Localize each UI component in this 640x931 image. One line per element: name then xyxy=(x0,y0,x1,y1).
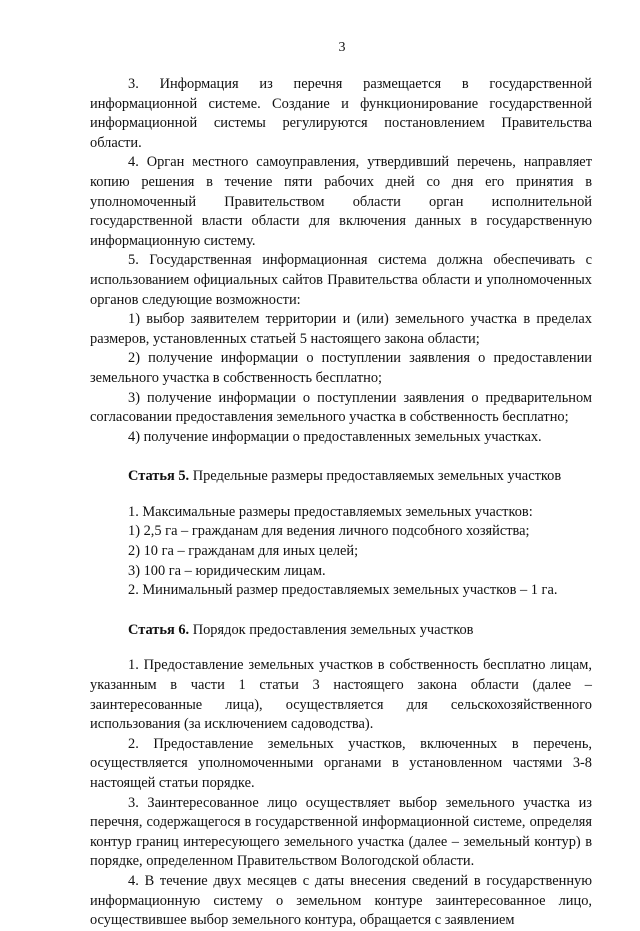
paragraph-4: 4. Орган местного самоуправления, утвердивший перечень, направляет копию решения в течение пяти рабочих дней со дня его принятия в уполномоченный Правительством области орган исполнительной государственной власти области для включения данных в государственную информационную систему. xyxy=(90,154,592,249)
page-number: 3 xyxy=(338,40,346,55)
article-6-label: Статья 6. xyxy=(128,621,190,638)
paragraph-3: 3. Информация из перечня размещается в государственной информационной системе. Создание и функционирование государственной информационной системы регулируются постановлением Правительства области. xyxy=(90,76,592,151)
list-item: 4) получение информации о предоставленных земельных участках. xyxy=(128,428,542,445)
list-item: 2) получение информации о поступлении заявления о предоставлении земельного участка в собственность бесплатно; xyxy=(90,350,592,386)
article-5-title: Предельные размеры предоставляемых земельных участков xyxy=(189,468,562,485)
article-5-item: 3) 100 га – юридическим лицам. xyxy=(128,562,326,579)
article-5-item: 1) 2,5 га – гражданам для ведения личного подсобного хозяйства; xyxy=(128,523,530,540)
article-6-paragraph: 1. Предоставление земельных участков в собственность бесплатно лицам, указанным в части 1 статьи 3 настоящего закона области (далее – заинтересованные лица), осуществляется для сельскохозяйственного использования (за исключением садоводства). xyxy=(90,657,592,733)
article-5-label: Статья 5. xyxy=(128,468,190,485)
article-6-paragraph: 2. Предоставление земельных участков, включенных в перечень, осуществляется уполномоченными органами в установленном частями 3-8 настоящей статьи порядке. xyxy=(90,735,592,791)
paragraph-5: 5. Государственная информационная система должна обеспечивать с использованием официальных сайтов Правительства области и уполномоченных органов следующие возможности: xyxy=(90,252,592,308)
article-6-paragraph: 3. Заинтересованное лицо осуществляет выбор земельного участка из перечня, содержащегося в государственной информационной системе, определяя контур границ интересующего земельного участка (далее – земельный контур) в порядке, определенном Правительством Вологодской области. xyxy=(90,794,592,870)
article-6-title: Порядок предоставления земельных участков xyxy=(189,621,474,638)
article-6-heading xyxy=(90,621,592,641)
article-5-item: 1. Максимальные размеры предоставляемых земельных участков: xyxy=(128,503,533,520)
article-5-heading xyxy=(90,467,592,487)
article-5-item: 2) 10 га – гражданам для иных целей; xyxy=(128,543,359,560)
article-6-paragraph: 4. В течение двух месяцев с даты внесения сведений в государственную информационную систему о земельном контуре заинтересованное лицо, осуществившее выбор земельного контура, обращается с заявлением xyxy=(90,872,592,929)
list-item: 3) получение информации о поступлении заявления о предварительном согласовании предоставления земельного участка в собственность бесплатно; xyxy=(90,389,592,426)
list-item: 1) выбор заявителем территории и (или) земельного участка в пределах размеров, установленных статьей 5 настоящего закона области; xyxy=(90,311,592,347)
article-5-item: 2. Минимальный размер предоставляемых земельных участков – 1 га. xyxy=(128,582,558,599)
